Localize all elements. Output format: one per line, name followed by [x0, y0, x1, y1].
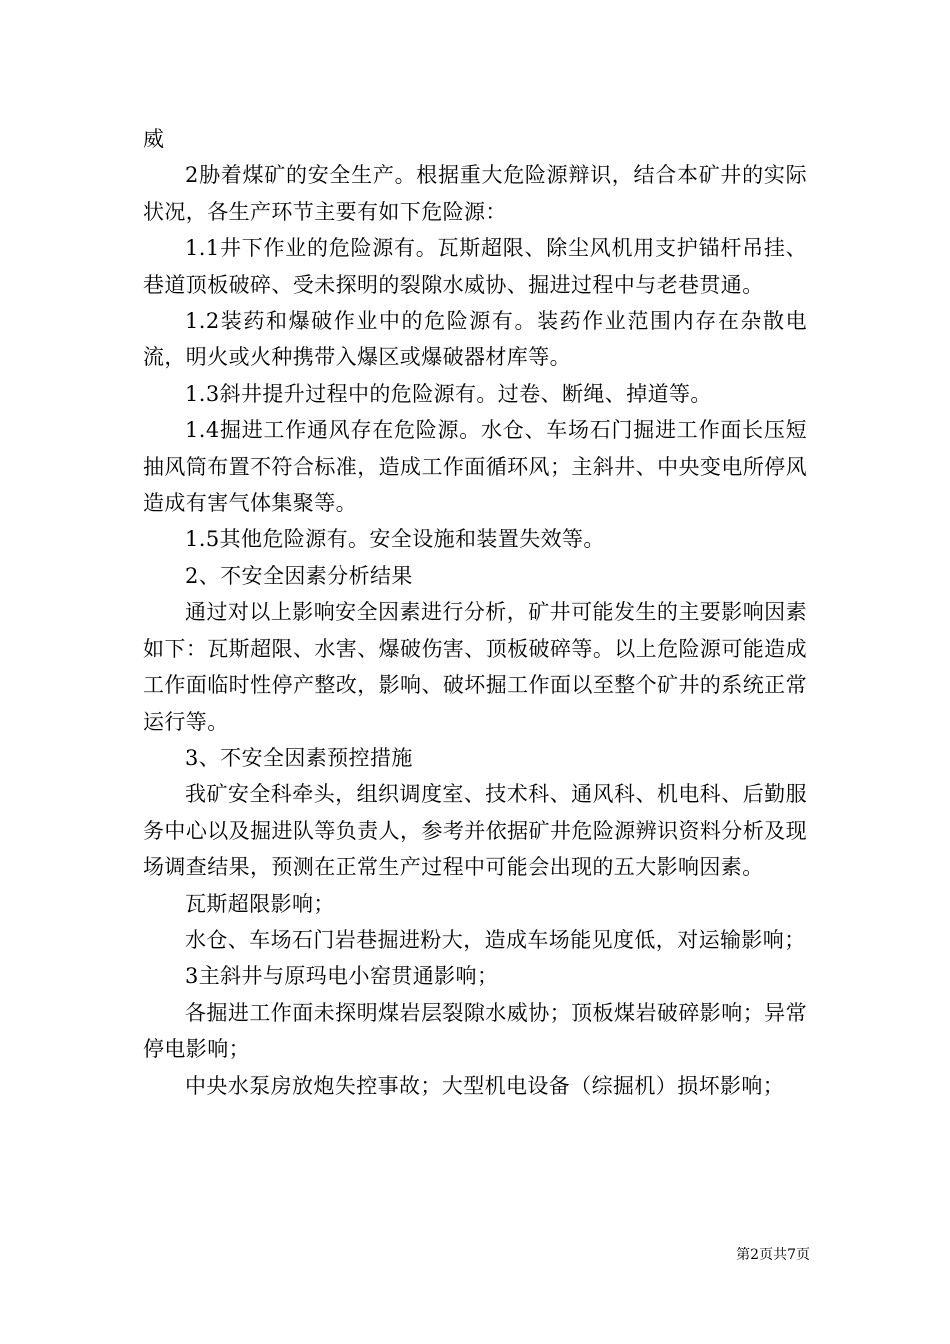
list-item: 水仓、车场石门岩巷掘进粉大，造成车场能见度低，对运输影响；: [185, 927, 806, 952]
section-heading: 3、不安全因素预控措施: [185, 745, 413, 770]
paragraph: 我矿安全科牵头，组织调度室、技术科、通风科、机电科、后勤服务中心以及掘进队等负责人，参考并依据矿井危险源辨识资料分析及现场调查结果，预测在正常生产过程中可能会出现的五大影响因素。: [143, 782, 807, 880]
paragraph: 1.4掘进工作通风存在危险源。水仓、车场石门掘进工作面长压短抽风筒布置不符合标准，造成工作面循环风；主斜井、中央变电所停风造成有害气体集聚等。: [143, 418, 807, 516]
paragraph: 通过对以上影响安全因素进行分析，矿井可能发生的主要影响因素如下：瓦斯超限、水害、爆破伤害、顶板破碎等。以上危险源可能造成工作面临时性停产整改，影响、破坏掘工作面以至整个矿井的系统正常运行等。: [143, 600, 807, 734]
list-item: 瓦斯超限影响；: [185, 891, 335, 916]
paragraph: 1.5其他危险源有。安全设施和装置失效等。: [185, 527, 605, 552]
section-heading: 2、不安全因素分析结果: [185, 563, 413, 588]
list-item: 中央水泵房放炮失控事故；大型机电设备（综掘机）损坏影响；: [185, 1073, 785, 1098]
list-item: 各掘进工作面未探明煤岩层裂隙水威协；顶板煤岩破碎影响；异常停电影响；: [143, 1000, 807, 1062]
paragraph: 1.3斜井提升过程中的危险源有。过卷、断绳、掉道等。: [185, 381, 712, 406]
list-item: 3主斜井与原玛电小窑贯通影响；: [185, 964, 499, 989]
paragraph: 威: [143, 127, 165, 151]
paragraph: 1.2装药和爆破作业中的危险源有。装药作业范围内存在杂散电流，明火或火种携带入爆区或爆破器材库等。: [143, 309, 807, 370]
paragraph: 1.1井下作业的危险源有。瓦斯超限、除尘风机用支护锚杆吊挂、巷道顶板破碎、受未探明的裂隙水威协、掘进过程中与老巷贯通。: [143, 236, 807, 297]
document-body: [143, 121, 807, 1104]
paragraph: 2胁着煤矿的安全生产。根据重大危险源辩识，结合本矿井的实际状况，各生产环节主要有如下危险源：: [143, 163, 807, 224]
page-number: 第2页共7页: [736, 1247, 810, 1263]
